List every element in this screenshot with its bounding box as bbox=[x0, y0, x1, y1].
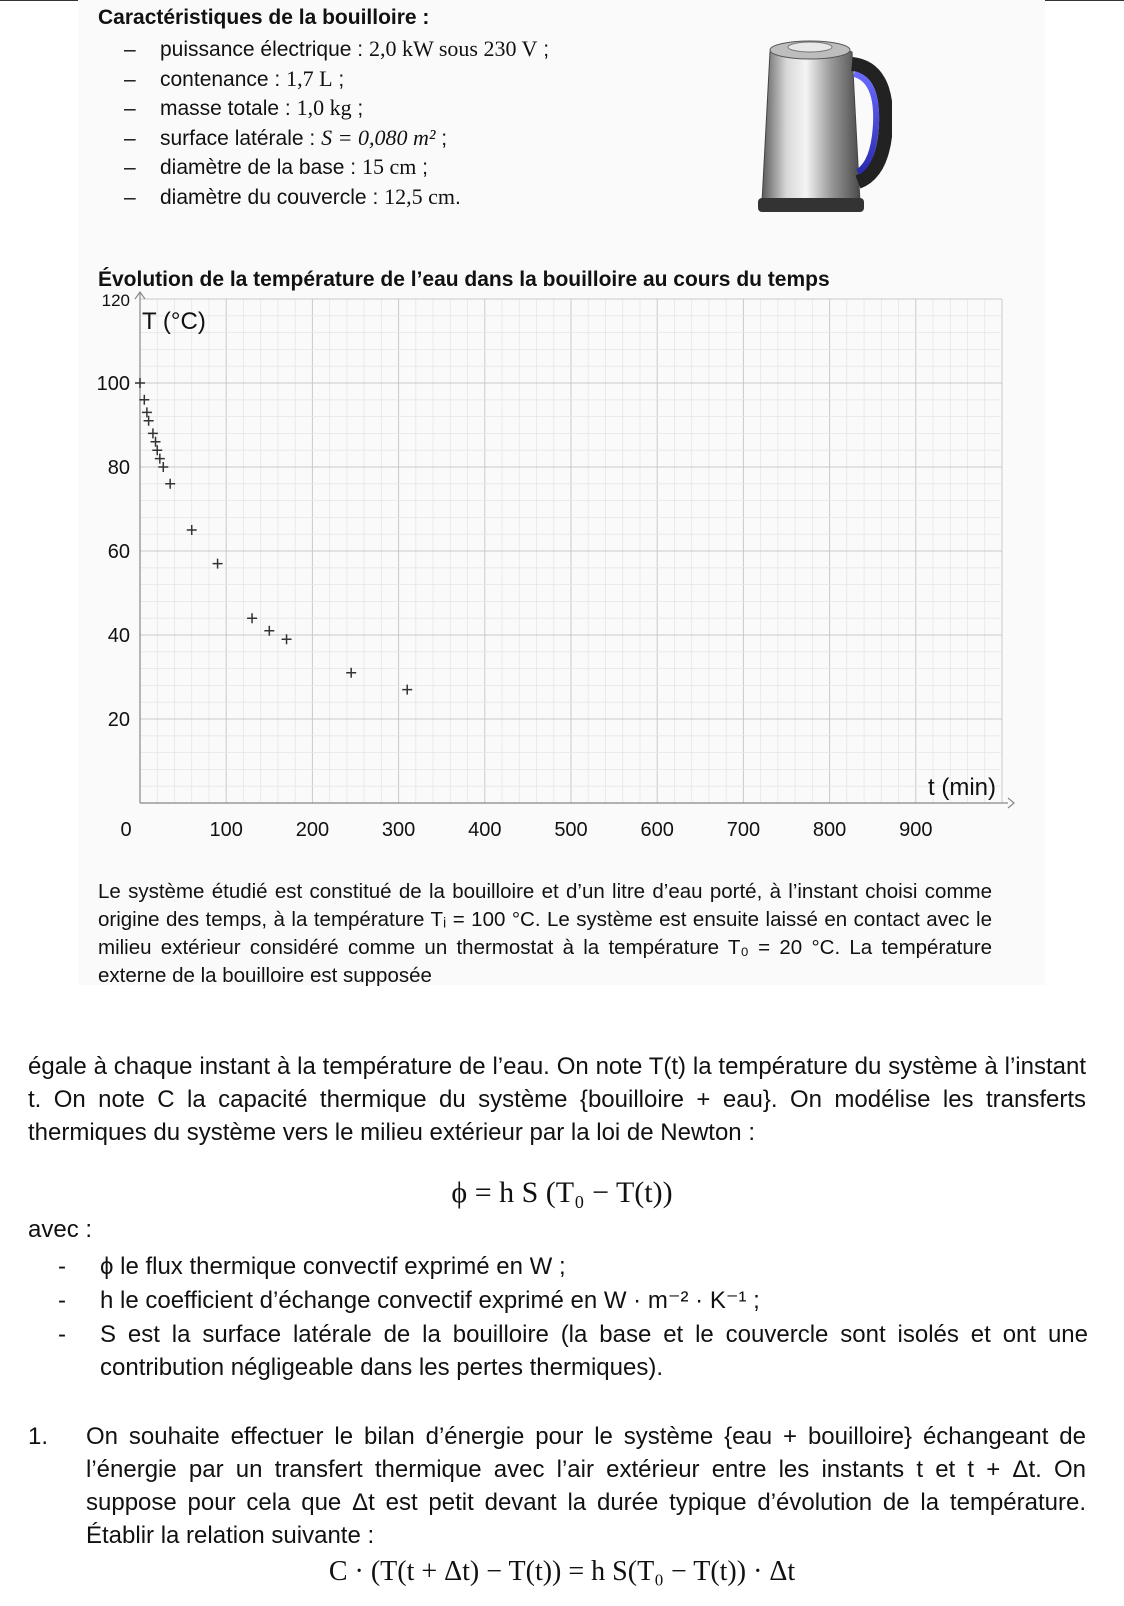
data-point bbox=[187, 525, 197, 535]
data-point bbox=[148, 428, 158, 438]
x-tick-label: 800 bbox=[812, 819, 847, 841]
specs-title: Caractéristiques de la bouilloire : bbox=[98, 6, 430, 29]
system-description: Le système étudié est constitué de la bouilloire et d’un litre d’eau porté, à l’instant choisi comme origine des temps, à la température Tᵢ = 100 °C. Le système est ensuite laissé en contact avec le milieu extérieur considéré comme un thermostat à la température T₀ = 20 °C. La température externe de la bouilloire est supposée bbox=[98, 880, 992, 987]
question-number: 1. bbox=[28, 1423, 49, 1450]
x-tick-label: 200 bbox=[295, 819, 330, 841]
energy-balance-formula: C · (T(t + Δt) − T(t)) = h S(T₀ − T(t)) · Δt bbox=[328, 1556, 796, 1587]
x-tick-label: 900 bbox=[899, 819, 933, 841]
definition-item: - S est la surface latérale de la bouilloire (la base et le couvercle sont isolés et ont une contribution négligeable dans les pertes thermiques). bbox=[58, 1321, 1088, 1381]
definition-item: - ϕ le flux thermique convectif exprimé en W ; bbox=[58, 1253, 566, 1280]
y-tick-label: 20 bbox=[107, 709, 130, 731]
chart-title: Évolution de la température de l’eau dans la bouilloire au cours du temps bbox=[98, 268, 830, 291]
spec-item: – surface latérale : S = 0,080 m² ; bbox=[124, 124, 448, 150]
x-tick-label: 0 bbox=[120, 819, 132, 841]
data-point bbox=[144, 416, 154, 426]
temperature-chart bbox=[90, 288, 1020, 848]
data-point bbox=[213, 559, 223, 569]
definition-item: - h le coefficient d’échange convectif exprimé en W · m⁻² · K⁻¹ ; bbox=[58, 1287, 760, 1314]
main-paragraph: égale à chaque instant à la température de l’eau. On note T(t) la température du système à l’instant t. On note C la capacité thermique du système {bouilloire + eau}. On modélise les transferts thermiques du système vers le milieu extérieur par la loi de Newton : bbox=[28, 1053, 1086, 1146]
avec-label: avec : bbox=[28, 1216, 93, 1243]
spec-item: – diamètre du couvercle : 12,5 cm. bbox=[124, 183, 461, 209]
kettle-image bbox=[752, 32, 892, 222]
spec-item: – diamètre de la base : 15 cm ; bbox=[124, 154, 429, 179]
x-tick-label: 400 bbox=[468, 819, 502, 841]
question-1 bbox=[28, 1420, 1086, 1552]
spec-item: – puissance électrique : 2,0 kW sous 230 V ; bbox=[124, 36, 550, 61]
data-point bbox=[402, 685, 412, 695]
newton-formula: ϕ = h S (T₀ − T(t)) bbox=[451, 1176, 673, 1209]
y-tick-label: 60 bbox=[107, 541, 130, 563]
data-point bbox=[139, 395, 149, 405]
x-tick-label: 300 bbox=[381, 819, 416, 841]
x-tick-label: 600 bbox=[640, 819, 674, 841]
data-point bbox=[264, 626, 274, 636]
data-point bbox=[165, 479, 175, 489]
y-tick-label: 40 bbox=[107, 625, 130, 647]
x-tick-label: 700 bbox=[726, 819, 761, 841]
spec-item: – masse totale : 1,0 kg ; bbox=[124, 95, 364, 120]
x-tick-label: 100 bbox=[209, 819, 243, 841]
y-tick-label: 100 bbox=[96, 373, 130, 395]
y-axis-label: T (°C) bbox=[142, 308, 206, 335]
x-axis-label: t (min) bbox=[928, 774, 996, 801]
data-point bbox=[346, 668, 356, 678]
specs-list bbox=[124, 34, 549, 211]
y-tick-label: 80 bbox=[107, 457, 130, 479]
x-tick-label: 500 bbox=[554, 819, 588, 841]
data-point bbox=[152, 445, 162, 455]
question-text: On souhaite effectuer le bilan d’énergie pour le système {eau + bouilloire} échangeant de l’énergie par un transfert thermique avec l’air extérieur entre les instants t et t + Δt. On suppose pour cela que Δt est petit devant la durée typique d’évolution de la température. Établir la relation suivante : bbox=[86, 1423, 1086, 1549]
spec-item: – contenance : 1,7 L ; bbox=[124, 65, 345, 91]
data-point bbox=[247, 613, 257, 623]
x-axis-arrow bbox=[1008, 798, 1014, 808]
data-point bbox=[142, 407, 152, 417]
data-point bbox=[282, 634, 292, 644]
definitions-list bbox=[58, 1250, 1088, 1385]
data-point bbox=[151, 437, 161, 447]
y-tick-label: 120 bbox=[101, 291, 130, 310]
data-point bbox=[135, 378, 145, 388]
